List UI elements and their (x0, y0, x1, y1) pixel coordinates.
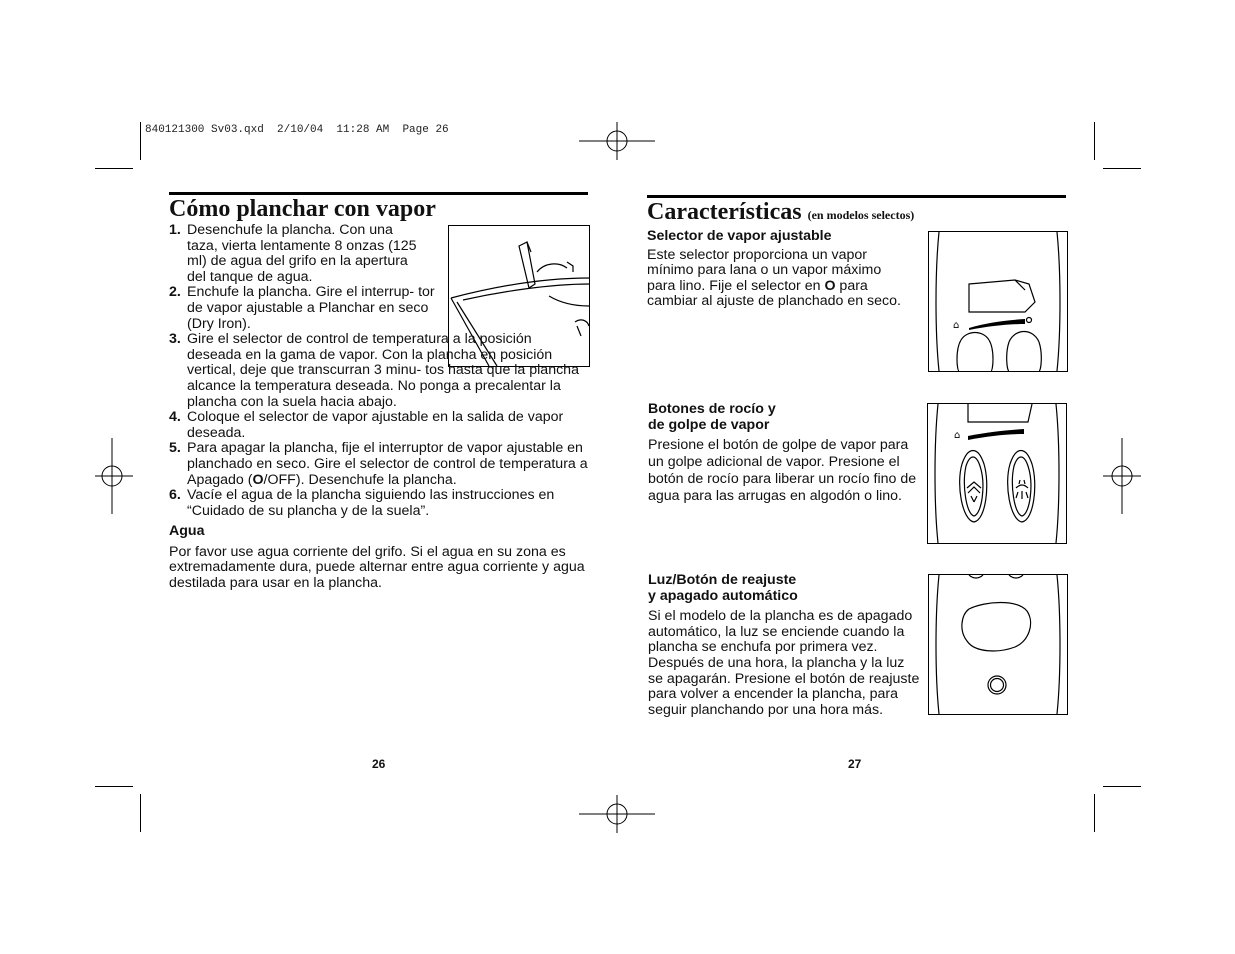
reset-button-light-icon (929, 575, 1067, 714)
step-1 (169, 223, 427, 285)
step-text: Gire el selector de control de temperatura a la posición deseada en la gama de vapor. Con la plancha en posición vertical, deje que transcurran 3 minu- tos hasta que la plancha alcance la temperatura deseada. No ponga a precalentar la plancha con la suela hacia abajo. (187, 331, 579, 410)
step-number: 5. (169, 440, 181, 457)
section-text: Presione el botón de golpe de vapor para un golpe adicional de vapor. Presione el botón de rocío para liberar un rocío fino de agua para las arrugas en algodón o lino. (648, 437, 917, 505)
page-number-left: 26 (372, 757, 386, 771)
step-number: 4. (169, 409, 181, 426)
step-text: Coloque el selector de vapor ajustable en la salida de vapor deseada. (187, 409, 564, 441)
step-3 (169, 332, 589, 410)
section-heading-line-2: de golpe de vapor (648, 416, 770, 433)
section-text: Si el modelo de la plancha es de apagado automático, la luz se enciende cuando la plancha se enchufa por primera vez. Después de una hora, la plancha y la luz se apagarán. Presione el botón de reajuste para volver a encender la plancha, para seguir planchando por una hora más. (648, 608, 920, 718)
off-symbol: O (824, 277, 836, 294)
step-number: 3. (169, 331, 181, 348)
step-text-post: /OFF). Desenchufe la plancha. (263, 471, 457, 488)
off-symbol: O (252, 471, 264, 488)
step-2 (169, 285, 437, 332)
water-heading: Agua (169, 523, 205, 540)
step-5 (169, 441, 589, 488)
step-text-pre: Para apagar la plancha, fije el interruptor de vapor ajustable en planchado en seco. Gire el selector de control de temperatura a Apagado ( (187, 440, 588, 488)
features-title: Características (647, 199, 802, 225)
auto-off-section (648, 573, 923, 718)
step-text: Desenchufe la plancha. Con una taza, vierta lentamente 8 onzas (125 ml) de agua del grifo en la apertura del tanque de agua. (187, 222, 417, 285)
section-heading: Selector de vapor ajustable (647, 228, 832, 244)
features-title-note: (en modelos selectos) (807, 208, 915, 222)
auto-off-illustration (928, 574, 1068, 715)
step-text: Enchufe la plancha. Gire el interrup- tor de vapor ajustable a Planchar en seco (Dry Iron). (187, 284, 435, 332)
section-heading-line-2: y apagado automático (648, 587, 798, 604)
step-4 (169, 410, 589, 441)
section-heading-line-1: Botones de rocío y (648, 401, 776, 417)
section-text (647, 248, 912, 310)
print-slug: 840121300 Sv03.qxd 2/10/04 11:28 AM Page 26 (145, 124, 449, 136)
step-text: Vacíe el agua de la plancha siguiendo las instrucciones en “Cuidado de su plancha y de la suela”. (187, 487, 555, 519)
section-text-pre: Este selector proporciona un vapor mínimo para lana o un vapor máximo para lino. Fije el selector en (647, 246, 882, 294)
step-number: 1. (169, 222, 181, 238)
step-number: 2. (169, 284, 181, 301)
spray-burst-illustration (927, 403, 1067, 544)
step-6 (169, 488, 589, 519)
water-text: Por favor use agua corriente del grifo. Si el agua en su zona es extremadamente dura, puede alternar entre agua corriente y agua destilada para usar en la plancha. (169, 543, 585, 592)
svg-text:⌂: ⌂ (954, 430, 961, 441)
steam-ironing-steps (169, 223, 589, 592)
svg-text:⌂: ⌂ (953, 320, 960, 331)
page-number-right: 27 (848, 757, 862, 771)
section-heading-line-1: Luz/Botón de reajuste (648, 572, 797, 588)
spray-burst-buttons-icon (928, 404, 1066, 543)
left-page-title: Cómo planchar con vapor (169, 196, 436, 222)
section-text-post: para cambiar al ajuste de planchado en seco. (647, 277, 901, 310)
steam-dial-icon (929, 232, 1067, 371)
spray-burst-section (648, 402, 918, 505)
step-number: 6. (169, 487, 181, 504)
steam-selector-illustration (928, 231, 1068, 372)
right-page-title (647, 198, 914, 229)
steam-selector-section (647, 229, 912, 310)
